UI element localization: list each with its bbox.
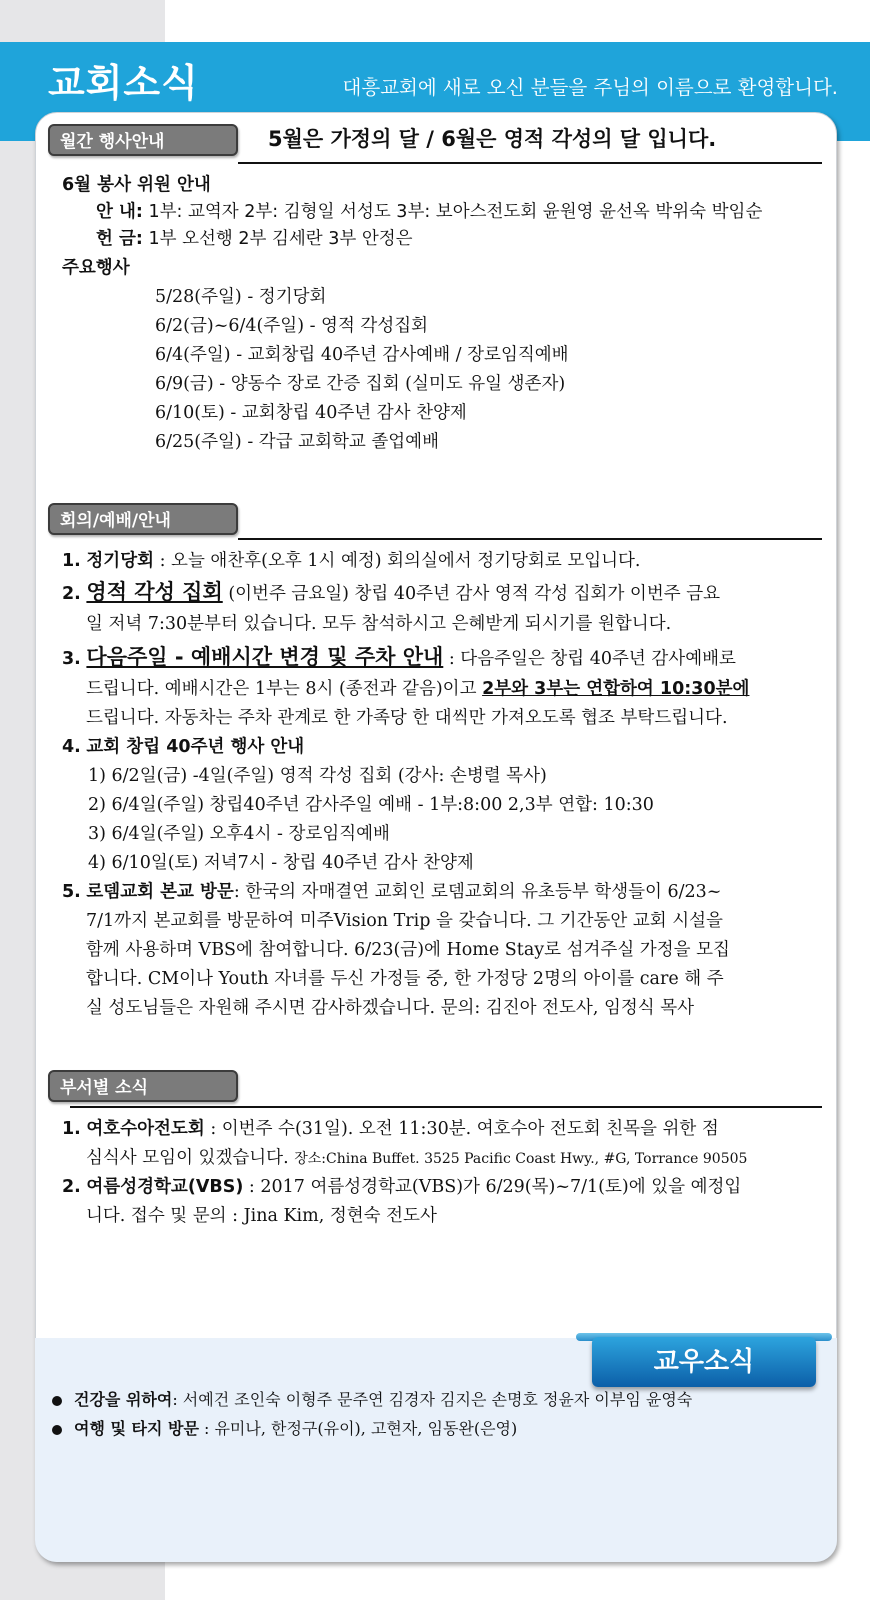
sub-item: 1) 6/2일(금) -4일(주일) 영적 각성 집회 (강사: 손병렬 목사) [88,766,547,786]
section-label-dept: 부서별 소식 [48,1070,238,1102]
meeting-item-3-cont: 드립니다. 자동차는 주차 관계로 한 가족당 한 대씩만 가져오도록 협조 부탁드립니다. [86,708,728,728]
event-item: 5/28(주일) - 정기당회 [155,287,327,307]
dept-item-1-cont: 심식사 모임이 있겠습니다. 장소:China Buffet. 3525 Pacific Coast Hwy., #G, Torrance 90505 [86,1148,748,1168]
bullet-icon [52,1396,62,1406]
sub-item: 3) 6/4일(주일) 오후4시 - 장로임직예배 [88,824,390,844]
travel-line [74,1416,517,1439]
health-text: : 서예건 조인숙 이형주 문주연 김경자 김지은 손명호 정윤자 이부임 윤영숙 [172,1390,693,1409]
meeting-item-5-cont: 실 성도님들은 자원해 주시면 감사하겠습니다. 문의: 김진아 전도사, 임정식 목사 [86,998,695,1018]
place-info: 장소:China Buffet. 3525 Pacific Coast Hwy., #G, Torrance 90505 [294,1151,748,1167]
item-title: 영적 각성 집회 [86,580,223,604]
offering-text: 1부 오선행 2부 김세란 3부 안정은 [148,229,413,249]
health-line [74,1387,692,1410]
divider [238,162,822,164]
event-item: 6/9(금) - 양동수 장로 간증 집회 (실미도 유일 생존자) [155,374,566,394]
members-badge: 교우소식 [592,1337,816,1387]
travel-text: : 유미나, 한정구(유이), 고현자, 임동완(은영) [198,1419,518,1438]
travel-title: 여행 및 타지 방문 [74,1419,199,1438]
monthly-headline: 5월은 가정의 달 / 6월은 영적 각성의 달 입니다. [268,127,717,151]
divider [238,538,822,540]
health-title: 건강을 위하여 [74,1390,173,1409]
meeting-item-3: 3. 다음주일 - 예배시간 변경 및 주차 안내 : 다음주일은 창립 40주년 감사예배로 [62,645,736,669]
divider [70,1106,822,1108]
meeting-item-2-cont: 일 저녁 7:30분부터 있습니다. 모두 참석하시고 은혜받게 되시기를 원합니다. [86,614,672,634]
meeting-item-5-cont: 7/1까지 본교회를 방문하여 미주Vision Trip 을 갖습니다. 그 기간동안 교회 시설을 [86,911,723,931]
guide-line [96,198,762,223]
guide-label: 안 내: [96,202,143,222]
item-title: 교회 창립 40주년 행사 안내 [86,737,305,757]
meeting-item-5-cont: 함께 사용하며 VBS에 참여합니다. 6/23(금)에 Home Stay로 섬겨주실 가정을 모집 [86,940,730,960]
dept-item-1: 1. 여호수아전도회 : 이번주 수(31일). 오전 11:30분. 여호수아 전도회 친목을 위한 점 [62,1119,719,1139]
item-title: 여름성경학교(VBS) [86,1177,244,1197]
sub-item: 4) 6/10일(토) 저녁7시 - 창립 40주년 감사 찬양제 [88,853,474,873]
offering-line [96,225,413,250]
item-title: 로뎀교회 본교 방문 [86,882,234,902]
event-item: 6/25(주일) - 각급 교회학교 졸업예배 [155,432,439,452]
meeting-item-1: 1. 정기당회 : 오늘 애찬후(오후 1시 예정) 회의실에서 정기당회로 모입니다. [62,551,641,571]
event-item: 6/4(주일) - 교회창립 40주년 감사예배 / 장로임직예배 [155,345,569,365]
item-title: 여호수아전도회 [86,1119,205,1139]
item-title: 정기당회 [86,551,155,571]
meeting-item-4: 4. 교회 창립 40주년 행사 안내 [62,737,305,757]
section-label-monthly: 월간 행사안내 [48,124,238,156]
guide-text: 1부: 교역자 2부: 김형일 서성도 3부: 보아스전도회 윤원영 윤선옥 박위숙 박임순 [148,202,763,222]
events-title: 주요행사 [62,258,130,278]
header-subtitle: 대흥교회에 새로 오신 분들을 주님의 이름으로 환영합니다. [342,76,838,99]
dept-item-2-cont: 니다. 접수 및 문의 : Jina Kim, 정현숙 전도사 [86,1206,437,1226]
meeting-item-5: 5. 로뎀교회 본교 방문: 한국의 자매결연 교회인 로뎀교회의 유초등부 학생들이 6/23~ [62,882,722,902]
offering-label: 헌 금: [96,229,143,249]
volunteers-title: 6월 봉사 위원 안내 [62,175,211,195]
meeting-item-5-cont: 합니다. CM이나 Youth 자녀를 두신 가정들 중, 한 가정당 2명의 아이를 care 해 주 [86,969,724,989]
item-title: 다음주일 - 예배시간 변경 및 주차 안내 [86,645,444,669]
sub-item: 2) 6/4일(주일) 창립40주년 감사주일 예배 - 1부:8:00 2,3부 연합: 10:30 [88,795,654,815]
event-item: 6/10(토) - 교회창립 40주년 감사 찬양제 [155,403,467,423]
event-item: 6/2(금)~6/4(주일) - 영적 각성집회 [155,316,429,336]
meeting-item-3-cont: 드립니다. 예배시간은 1부는 8시 (종전과 같음)이고 2부와 3부는 연합하여 10:30분에 [86,679,750,699]
highlight-text: 2부와 3부는 연합하여 10:30분에 [482,679,750,699]
page-title: 교회소식 [48,61,199,105]
section-label-meeting: 회의/예배/안내 [48,503,238,535]
bullet-icon [52,1425,62,1435]
meeting-item-2: 2. 영적 각성 집회 (이번주 금요일) 창립 40주년 감사 영적 각성 집회가 이번주 금요 [62,580,721,604]
dept-item-2: 2. 여름성경학교(VBS) : 2017 여름성경학교(VBS)가 6/29(목)~7/1(토)에 있을 예정입 [62,1177,742,1197]
